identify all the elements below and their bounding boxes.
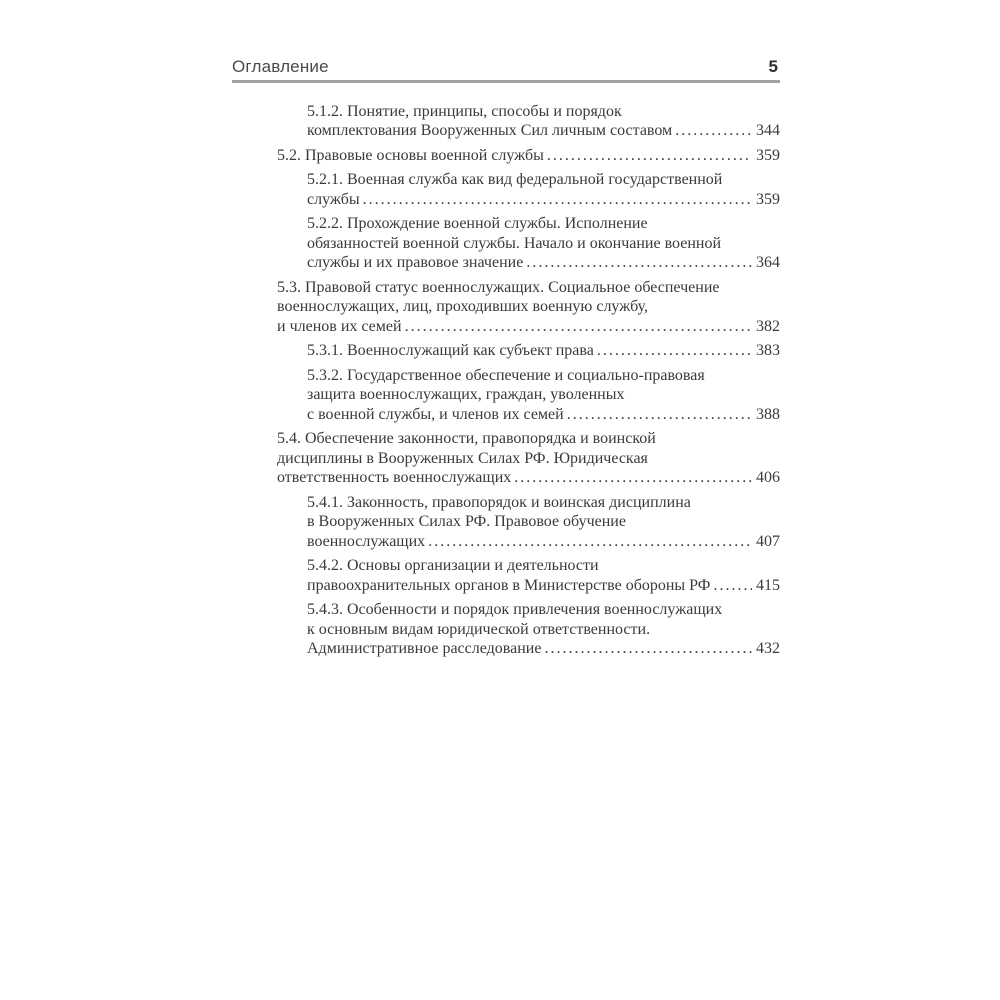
toc-entry-lastline bbox=[307, 190, 780, 210]
header-page-number: 5 bbox=[768, 57, 778, 76]
toc-entry-line: дисциплины в Вооруженных Силах РФ. Юридическая bbox=[277, 449, 648, 467]
toc-entry-text: правоохранительных органов в Министерстве обороны РФ bbox=[307, 576, 711, 594]
toc-entry-text: 5.2. Правовые основы военной службы bbox=[277, 146, 544, 164]
toc-entry-page-number: 432 bbox=[756, 640, 780, 657]
running-header-title: Оглавление bbox=[232, 57, 329, 76]
toc-entry-text: службы bbox=[307, 190, 360, 208]
toc-entry-page-number: 388 bbox=[756, 405, 780, 423]
dot-leader bbox=[567, 405, 752, 425]
toc-entry-line: в Вооруженных Силах РФ. Правовое обучение bbox=[307, 513, 626, 530]
toc-entry-lastline bbox=[277, 468, 780, 488]
toc-entry-line: 5.4.2. Основы организации и деятельности bbox=[307, 557, 599, 574]
toc-entry bbox=[232, 556, 780, 595]
dot-leader bbox=[405, 317, 752, 337]
header-rule bbox=[232, 80, 780, 83]
dot-leader bbox=[363, 190, 752, 210]
toc-entry bbox=[232, 600, 780, 659]
toc-entry bbox=[232, 146, 780, 166]
dot-leader bbox=[544, 639, 752, 659]
toc-page bbox=[232, 57, 780, 664]
toc-entry-line: 5.4.3. Особенности и порядок привлечения военнослужащих bbox=[307, 601, 723, 618]
toc-entry bbox=[232, 341, 780, 361]
toc-entry-text: Административное расследование bbox=[307, 640, 542, 657]
toc-entry-page-number: 383 bbox=[756, 342, 780, 359]
dot-leader bbox=[428, 532, 752, 552]
toc-entry bbox=[232, 170, 780, 209]
toc-entry-line: 5.4. Обеспечение законности, правопорядка и воинской bbox=[277, 430, 656, 447]
toc-entry-page-number: 406 bbox=[756, 469, 780, 486]
toc-entry-line: 5.4.1. Законность, правопорядок и воинская дисциплина bbox=[307, 493, 691, 511]
dot-leader bbox=[675, 121, 752, 141]
toc-entry-text: ответственность военнослужащих bbox=[277, 469, 512, 486]
toc-entry-page-number: 359 bbox=[756, 146, 780, 164]
dot-leader bbox=[597, 341, 752, 361]
dot-leader bbox=[514, 468, 752, 488]
toc-entry-line: обязанностей военной службы. Начало и окончание военной bbox=[307, 234, 722, 252]
toc-entry bbox=[232, 278, 780, 337]
toc-entry-lastline bbox=[307, 576, 780, 596]
toc-entry-line: защита военнослужащих, граждан, уволенных bbox=[307, 386, 625, 403]
toc-entry-page-number: 344 bbox=[756, 122, 780, 139]
toc-entry-lastline bbox=[307, 121, 780, 141]
toc-entry-text: службы и их правовое значение bbox=[307, 254, 524, 271]
toc-entry bbox=[232, 429, 780, 488]
toc-entry-text: с военной службы, и членов их семей bbox=[307, 405, 564, 423]
toc-entry-text: и членов их семей bbox=[277, 317, 402, 335]
toc-entry bbox=[232, 366, 780, 425]
toc-entry-line: военнослужащих, лиц, проходивших военную службу, bbox=[277, 298, 648, 315]
toc-entry-page-number: 415 bbox=[756, 576, 780, 594]
toc-entry-lastline bbox=[277, 146, 780, 166]
toc-entry-line: 5.2.2. Прохождение военной службы. Исполнение bbox=[307, 215, 648, 232]
toc-entry-text: 5.3.1. Военнослужащий как субъект права bbox=[307, 342, 594, 359]
dot-leader bbox=[526, 253, 752, 273]
toc-entry bbox=[232, 102, 780, 141]
toc-entry-lastline bbox=[307, 532, 780, 552]
toc-entry-lastline bbox=[277, 317, 780, 337]
toc-entry-lastline bbox=[307, 405, 780, 425]
toc-entry-lastline bbox=[307, 341, 780, 361]
toc-entry-line: 5.3. Правовой статус военнослужащих. Социальное обеспечение bbox=[277, 278, 720, 296]
toc-entry bbox=[232, 493, 780, 552]
toc-entry-line: 5.1.2. Понятие, принципы, способы и порядок bbox=[307, 102, 622, 120]
toc-entry-lastline bbox=[307, 639, 780, 659]
toc-entry-page-number: 359 bbox=[756, 190, 780, 208]
toc-entry-line: 5.2.1. Военная служба как вид федеральной государственной bbox=[307, 171, 723, 188]
dot-leader bbox=[713, 576, 752, 596]
toc-entry-text: комплектования Вооруженных Сил личным составом bbox=[307, 122, 673, 139]
toc-entry-page-number: 364 bbox=[756, 254, 780, 271]
page-header bbox=[232, 57, 780, 77]
toc-entry bbox=[232, 214, 780, 273]
toc-entry-lastline bbox=[307, 253, 780, 273]
toc-entry-line: к основным видам юридической ответственности. bbox=[307, 620, 651, 638]
toc-entry-page-number: 382 bbox=[756, 317, 780, 335]
toc-entry-text: военнослужащих bbox=[307, 532, 426, 550]
dot-leader bbox=[547, 146, 752, 166]
toc-entry-line: 5.3.2. Государственное обеспечение и социально-правовая bbox=[307, 366, 705, 384]
toc-entry-page-number: 407 bbox=[756, 532, 780, 550]
toc-list bbox=[232, 102, 780, 659]
